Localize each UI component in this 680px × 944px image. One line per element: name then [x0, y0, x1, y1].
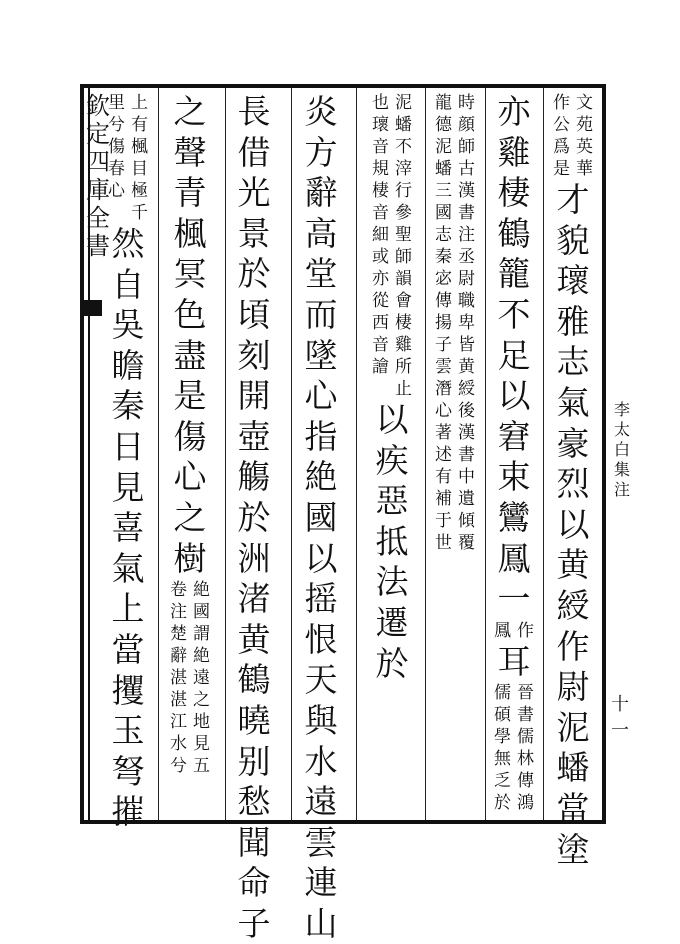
annotation-glyph: 從 — [372, 291, 389, 311]
fish-tail-mark — [84, 300, 102, 316]
annotation-glyph: 傷 — [108, 137, 125, 157]
annotation-glyph: 尉 — [458, 269, 475, 289]
text-column-1 — [548, 92, 598, 869]
main-glyph: 聲 — [173, 132, 207, 172]
annotation-line — [573, 92, 596, 180]
main-glyph: 貌 — [556, 220, 590, 260]
main-glyph: 鶴 — [497, 213, 531, 253]
annotation-glyph: 會 — [395, 291, 412, 311]
main-glyph: 愁 — [237, 782, 271, 822]
main-glyph: 鶴 — [237, 660, 271, 700]
annotation-glyph: 黄 — [458, 357, 475, 377]
main-glyph: 長 — [237, 92, 271, 131]
main-glyph: 瞻 — [111, 345, 145, 385]
column-rule — [225, 88, 226, 820]
main-glyph: 鸞 — [497, 497, 531, 537]
main-glyph: 與 — [304, 700, 338, 740]
annotation-glyph: 西 — [372, 313, 389, 333]
main-glyph: 玉 — [111, 711, 145, 751]
annotation-glyph: 潛 — [435, 379, 452, 399]
annotation-glyph: 雞 — [395, 335, 412, 355]
main-glyph: 是 — [173, 376, 207, 416]
annotation-glyph: 或 — [372, 247, 389, 267]
annotation-glyph: 乏 — [494, 771, 511, 792]
main-glyph: 作 — [556, 626, 590, 666]
main-glyph: 借 — [237, 132, 271, 172]
annotation-glyph: 兮 — [170, 756, 187, 777]
annotation-glyph: 丞 — [458, 247, 475, 267]
main-glyph: 志 — [556, 342, 590, 382]
annotation-glyph: 於 — [494, 793, 511, 814]
annotation-line — [514, 682, 537, 814]
main-glyph: 法 — [375, 562, 409, 602]
text-column-3 — [430, 92, 480, 816]
column-rule — [158, 88, 159, 820]
annotation-glyph: 綬 — [458, 379, 475, 399]
annotation-glyph: 注 — [170, 602, 187, 623]
annotation-pair — [432, 92, 478, 554]
annotation-glyph: 之 — [193, 690, 210, 711]
main-glyph: 觴 — [237, 457, 271, 497]
main-glyph: 然 — [111, 224, 145, 263]
annotation-glyph: 音 — [372, 203, 389, 223]
glyph: 定 — [86, 120, 110, 148]
main-glyph: 氣 — [556, 382, 590, 422]
main-glyph: 墜 — [304, 335, 338, 375]
annotation-glyph: 絶 — [193, 646, 210, 667]
annotation-line — [550, 92, 573, 180]
annotation-glyph: 宓 — [435, 269, 452, 289]
annotation-glyph: 辭 — [170, 646, 187, 667]
annotation-glyph: 絶 — [193, 580, 210, 601]
annotation-glyph: 譮 — [372, 357, 389, 377]
column-rule — [485, 88, 486, 820]
annotation-glyph: 規 — [372, 159, 389, 179]
main-glyph: 足 — [497, 335, 531, 375]
main-glyph: 冥 — [173, 254, 207, 294]
main-glyph: 光 — [237, 173, 271, 213]
main-glyph: 以 — [375, 400, 409, 439]
main-glyph: 心 — [304, 376, 338, 416]
main-glyph: 一 — [497, 579, 531, 619]
main-glyph: 黄 — [237, 619, 271, 659]
annotation-glyph: 上 — [131, 93, 148, 113]
annotation-glyph: 書 — [458, 203, 475, 223]
main-glyph: 綬 — [556, 585, 590, 625]
annotation-glyph: 漢 — [458, 423, 475, 443]
main-glyph: 亦 — [497, 92, 531, 131]
text-column-4 — [364, 92, 420, 816]
annotation-glyph: 古 — [458, 159, 475, 179]
annotation-glyph: 志 — [435, 225, 452, 245]
glyph: 全 — [86, 204, 110, 232]
annotation-glyph: 有 — [435, 467, 452, 487]
annotation-line — [392, 92, 415, 400]
annotation-pair — [105, 92, 151, 224]
glyph: 李 — [613, 400, 630, 419]
main-glyph: 子 — [237, 903, 271, 943]
annotation-glyph: 文 — [576, 93, 593, 113]
main-glyph: 色 — [173, 294, 207, 334]
main-glyph: 傷 — [173, 416, 207, 456]
annotation-glyph: 傳 — [517, 771, 534, 792]
annotation-glyph: 地 — [193, 712, 210, 733]
column-rule — [291, 88, 292, 820]
main-glyph: 而 — [304, 294, 338, 334]
annotation-glyph: 爲 — [553, 137, 570, 157]
annotation-glyph: 傳 — [435, 291, 452, 311]
text-column-7 — [162, 92, 218, 816]
main-glyph: 攫 — [111, 670, 145, 710]
main-glyph: 黄 — [556, 545, 590, 585]
annotation-glyph: 後 — [458, 401, 475, 421]
annotation-glyph: 卑 — [458, 313, 475, 333]
annotation-glyph: 作 — [517, 620, 534, 641]
annotation-glyph: 無 — [494, 749, 511, 770]
glyph: 注 — [613, 480, 630, 499]
annotation-glyph: 棲 — [372, 181, 389, 201]
main-glyph: 堂 — [304, 254, 338, 294]
main-glyph: 窘 — [497, 416, 531, 456]
annotation-glyph: 音 — [372, 335, 389, 355]
annotation-pair — [369, 92, 415, 400]
annotation-glyph: 漢 — [458, 181, 475, 201]
annotation-pair — [491, 620, 537, 642]
annotation-line — [190, 579, 213, 777]
annotation-glyph: 傾 — [458, 511, 475, 531]
annotation-glyph: 揚 — [435, 313, 452, 333]
annotation-glyph: 時 — [458, 93, 475, 113]
main-glyph: 籠 — [497, 254, 531, 294]
main-glyph: 樹 — [173, 538, 207, 578]
main-glyph: 遷 — [375, 602, 409, 642]
annotation-glyph: 行 — [395, 181, 412, 201]
annotation-glyph: 泥 — [395, 93, 412, 113]
annotation-glyph: 述 — [435, 445, 452, 465]
main-glyph: 於 — [375, 643, 409, 683]
folio-number: 十一 — [611, 694, 629, 741]
annotation-glyph: 皆 — [458, 335, 475, 355]
annotation-glyph: 瓌 — [372, 115, 389, 135]
annotation-glyph: 職 — [458, 291, 475, 311]
main-glyph: 以 — [304, 538, 338, 578]
main-glyph: 頃 — [237, 294, 271, 334]
annotation-line — [432, 92, 455, 554]
main-glyph: 泥 — [556, 707, 590, 747]
annotation-line — [514, 620, 537, 642]
main-glyph: 摧 — [111, 792, 145, 832]
annotation-glyph: 楚 — [170, 624, 187, 645]
main-glyph: 喜 — [111, 508, 145, 548]
annotation-glyph: 止 — [395, 379, 412, 399]
main-glyph: 辭 — [304, 173, 338, 213]
glyph: 四 — [86, 148, 110, 176]
main-glyph: 於 — [237, 254, 271, 294]
main-glyph: 棲 — [497, 173, 531, 213]
annotation-glyph: 三 — [435, 181, 452, 201]
text-column-5 — [296, 92, 346, 943]
annotation-glyph: 林 — [517, 749, 534, 770]
annotation-glyph: 著 — [435, 423, 452, 443]
main-glyph: 炎 — [304, 92, 338, 131]
main-glyph: 壺 — [237, 416, 271, 456]
main-glyph: 日 — [111, 426, 145, 466]
main-glyph: 雲 — [304, 822, 338, 862]
main-glyph: 豪 — [556, 423, 590, 463]
main-glyph: 雞 — [497, 132, 531, 172]
annotation-glyph: 卷 — [170, 580, 187, 601]
annotation-glyph: 音 — [372, 137, 389, 157]
annotation-glyph: 水 — [170, 734, 187, 755]
main-glyph: 刻 — [237, 335, 271, 375]
main-glyph: 開 — [237, 376, 271, 416]
main-glyph: 氣 — [111, 548, 145, 588]
main-glyph: 鳳 — [497, 538, 531, 578]
main-glyph: 惡 — [375, 481, 409, 521]
main-glyph: 於 — [237, 497, 271, 537]
annotation-glyph: 蟠 — [435, 159, 452, 179]
annotation-glyph: 也 — [372, 93, 389, 113]
annotation-glyph: 湛 — [170, 690, 187, 711]
annotation-glyph: 龍 — [435, 93, 452, 113]
annotation-glyph: 于 — [435, 511, 452, 531]
annotation-glyph: 春 — [108, 159, 125, 179]
annotation-glyph: 華 — [576, 159, 593, 179]
annotation-glyph: 顔 — [458, 115, 475, 135]
annotation-glyph: 韻 — [395, 269, 412, 289]
annotation-glyph: 師 — [395, 247, 412, 267]
annotation-glyph: 公 — [553, 115, 570, 135]
annotation-glyph: 五 — [193, 756, 210, 777]
annotation-glyph: 世 — [435, 533, 452, 553]
annotation-glyph: 蟠 — [395, 115, 412, 135]
annotation-line — [455, 92, 478, 554]
main-glyph: 恨 — [304, 619, 338, 659]
annotation-glyph: 書 — [517, 705, 534, 726]
column-rule — [356, 88, 357, 820]
annotation-glyph: 書 — [458, 445, 475, 465]
main-glyph: 連 — [304, 863, 338, 903]
annotation-glyph: 晉 — [517, 683, 534, 704]
annotation-pair — [167, 579, 213, 777]
main-glyph: 心 — [173, 457, 207, 497]
annotation-line — [105, 92, 128, 224]
main-glyph: 山 — [304, 903, 338, 943]
annotation-glyph: 鳳 — [494, 620, 511, 641]
annotation-glyph: 遠 — [193, 668, 210, 689]
annotation-line — [491, 620, 514, 642]
main-glyph: 耳 — [497, 641, 531, 681]
annotation-glyph: 補 — [435, 489, 452, 509]
annotation-glyph: 秦 — [435, 247, 452, 267]
annotation-line — [128, 92, 151, 224]
main-glyph: 命 — [237, 863, 271, 903]
annotation-glyph: 是 — [553, 159, 570, 179]
annotation-glyph: 國 — [435, 203, 452, 223]
main-glyph: 方 — [304, 132, 338, 172]
main-glyph: 之 — [173, 92, 207, 131]
annotation-glyph: 極 — [131, 181, 148, 201]
annotation-glyph: 作 — [553, 93, 570, 113]
main-glyph: 摇 — [304, 579, 338, 619]
annotation-glyph: 楓 — [131, 137, 148, 157]
annotation-glyph: 鴻 — [517, 793, 534, 814]
annotation-glyph: 心 — [108, 181, 125, 201]
main-glyph: 絶 — [304, 457, 338, 497]
annotation-pair — [550, 92, 596, 180]
main-glyph: 景 — [237, 213, 271, 253]
annotation-glyph: 見 — [193, 734, 210, 755]
main-glyph: 尉 — [556, 667, 590, 707]
annotation-glyph: 苑 — [576, 115, 593, 135]
main-glyph: 盡 — [173, 335, 207, 375]
text-column-8 — [103, 92, 153, 832]
annotation-glyph: 亦 — [372, 269, 389, 289]
main-glyph: 别 — [237, 741, 271, 781]
main-glyph: 不 — [497, 294, 531, 334]
annotation-glyph: 子 — [435, 335, 452, 355]
main-glyph: 才 — [556, 180, 590, 219]
main-glyph: 秦 — [111, 386, 145, 426]
column-rule — [543, 88, 544, 820]
annotation-glyph: 滓 — [395, 159, 412, 179]
main-glyph: 之 — [173, 497, 207, 537]
annotation-glyph: 千 — [131, 203, 148, 223]
annotation-glyph: 泥 — [435, 137, 452, 157]
column-rule — [425, 88, 426, 820]
annotation-glyph: 雲 — [435, 357, 452, 377]
annotation-glyph: 國 — [193, 602, 210, 623]
annotation-glyph: 覆 — [458, 533, 475, 553]
annotation-glyph: 所 — [395, 357, 412, 377]
annotation-glyph: 遺 — [458, 489, 475, 509]
glyph: 集 — [613, 460, 630, 479]
annotation-glyph: 師 — [458, 137, 475, 157]
main-glyph: 當 — [556, 788, 590, 828]
annotation-glyph: 江 — [170, 712, 187, 733]
annotation-glyph: 學 — [494, 727, 511, 748]
annotation-glyph: 湛 — [170, 668, 187, 689]
annotation-line — [491, 682, 514, 814]
annotation-glyph: 中 — [458, 467, 475, 487]
annotation-glyph: 碩 — [494, 705, 511, 726]
annotation-glyph: 有 — [131, 115, 148, 135]
annotation-glyph: 注 — [458, 225, 475, 245]
annotation-line — [369, 92, 392, 400]
main-glyph: 以 — [497, 376, 531, 416]
main-glyph: 洲 — [237, 538, 271, 578]
annotation-glyph: 儒 — [517, 727, 534, 748]
annotation-glyph: 儒 — [494, 683, 511, 704]
main-glyph: 指 — [304, 416, 338, 456]
main-glyph: 國 — [304, 497, 338, 537]
glyph: 書 — [86, 232, 110, 260]
text-column-2 — [489, 92, 539, 816]
annotation-glyph: 不 — [395, 137, 412, 157]
main-glyph: 當 — [111, 629, 145, 669]
annotation-glyph: 英 — [576, 137, 593, 157]
main-glyph: 疾 — [375, 440, 409, 480]
glyph: 庫 — [86, 176, 110, 204]
main-glyph: 自 — [111, 264, 145, 304]
annotation-glyph: 細 — [372, 225, 389, 245]
main-glyph: 烈 — [556, 464, 590, 504]
annotation-glyph: 目 — [131, 159, 148, 179]
main-glyph: 抵 — [375, 521, 409, 561]
main-glyph: 束 — [497, 457, 531, 497]
annotation-glyph: 兮 — [108, 115, 125, 135]
text-column-6 — [229, 92, 279, 943]
main-glyph: 瓌 — [556, 261, 590, 301]
annotation-pair — [491, 682, 537, 814]
main-glyph: 吳 — [111, 305, 145, 345]
annotation-glyph: 棲 — [395, 313, 412, 333]
main-glyph: 塗 — [556, 829, 590, 869]
main-glyph: 見 — [111, 467, 145, 507]
main-glyph: 雅 — [556, 301, 590, 341]
main-glyph: 水 — [304, 741, 338, 781]
main-glyph: 遠 — [304, 782, 338, 822]
annotation-line — [167, 579, 190, 777]
main-glyph: 以 — [556, 504, 590, 544]
main-glyph: 弩 — [111, 751, 145, 791]
glyph: 欽 — [86, 92, 110, 120]
main-glyph: 上 — [111, 589, 145, 629]
main-glyph: 青 — [173, 173, 207, 213]
main-glyph: 高 — [304, 213, 338, 253]
main-glyph: 曉 — [237, 700, 271, 740]
annotation-glyph: 心 — [435, 401, 452, 421]
main-glyph: 渚 — [237, 579, 271, 619]
glyph: 白 — [613, 440, 630, 459]
main-glyph: 楓 — [173, 213, 207, 253]
main-glyph: 天 — [304, 660, 338, 700]
annotation-glyph: 聖 — [395, 225, 412, 245]
main-glyph: 蟠 — [556, 748, 590, 788]
annotation-glyph: 參 — [395, 203, 412, 223]
glyph: 太 — [613, 420, 630, 439]
annotation-glyph: 德 — [435, 115, 452, 135]
book-title — [610, 400, 634, 500]
annotation-glyph: 里 — [108, 93, 125, 113]
main-glyph: 聞 — [237, 822, 271, 862]
annotation-glyph: 謂 — [193, 624, 210, 645]
